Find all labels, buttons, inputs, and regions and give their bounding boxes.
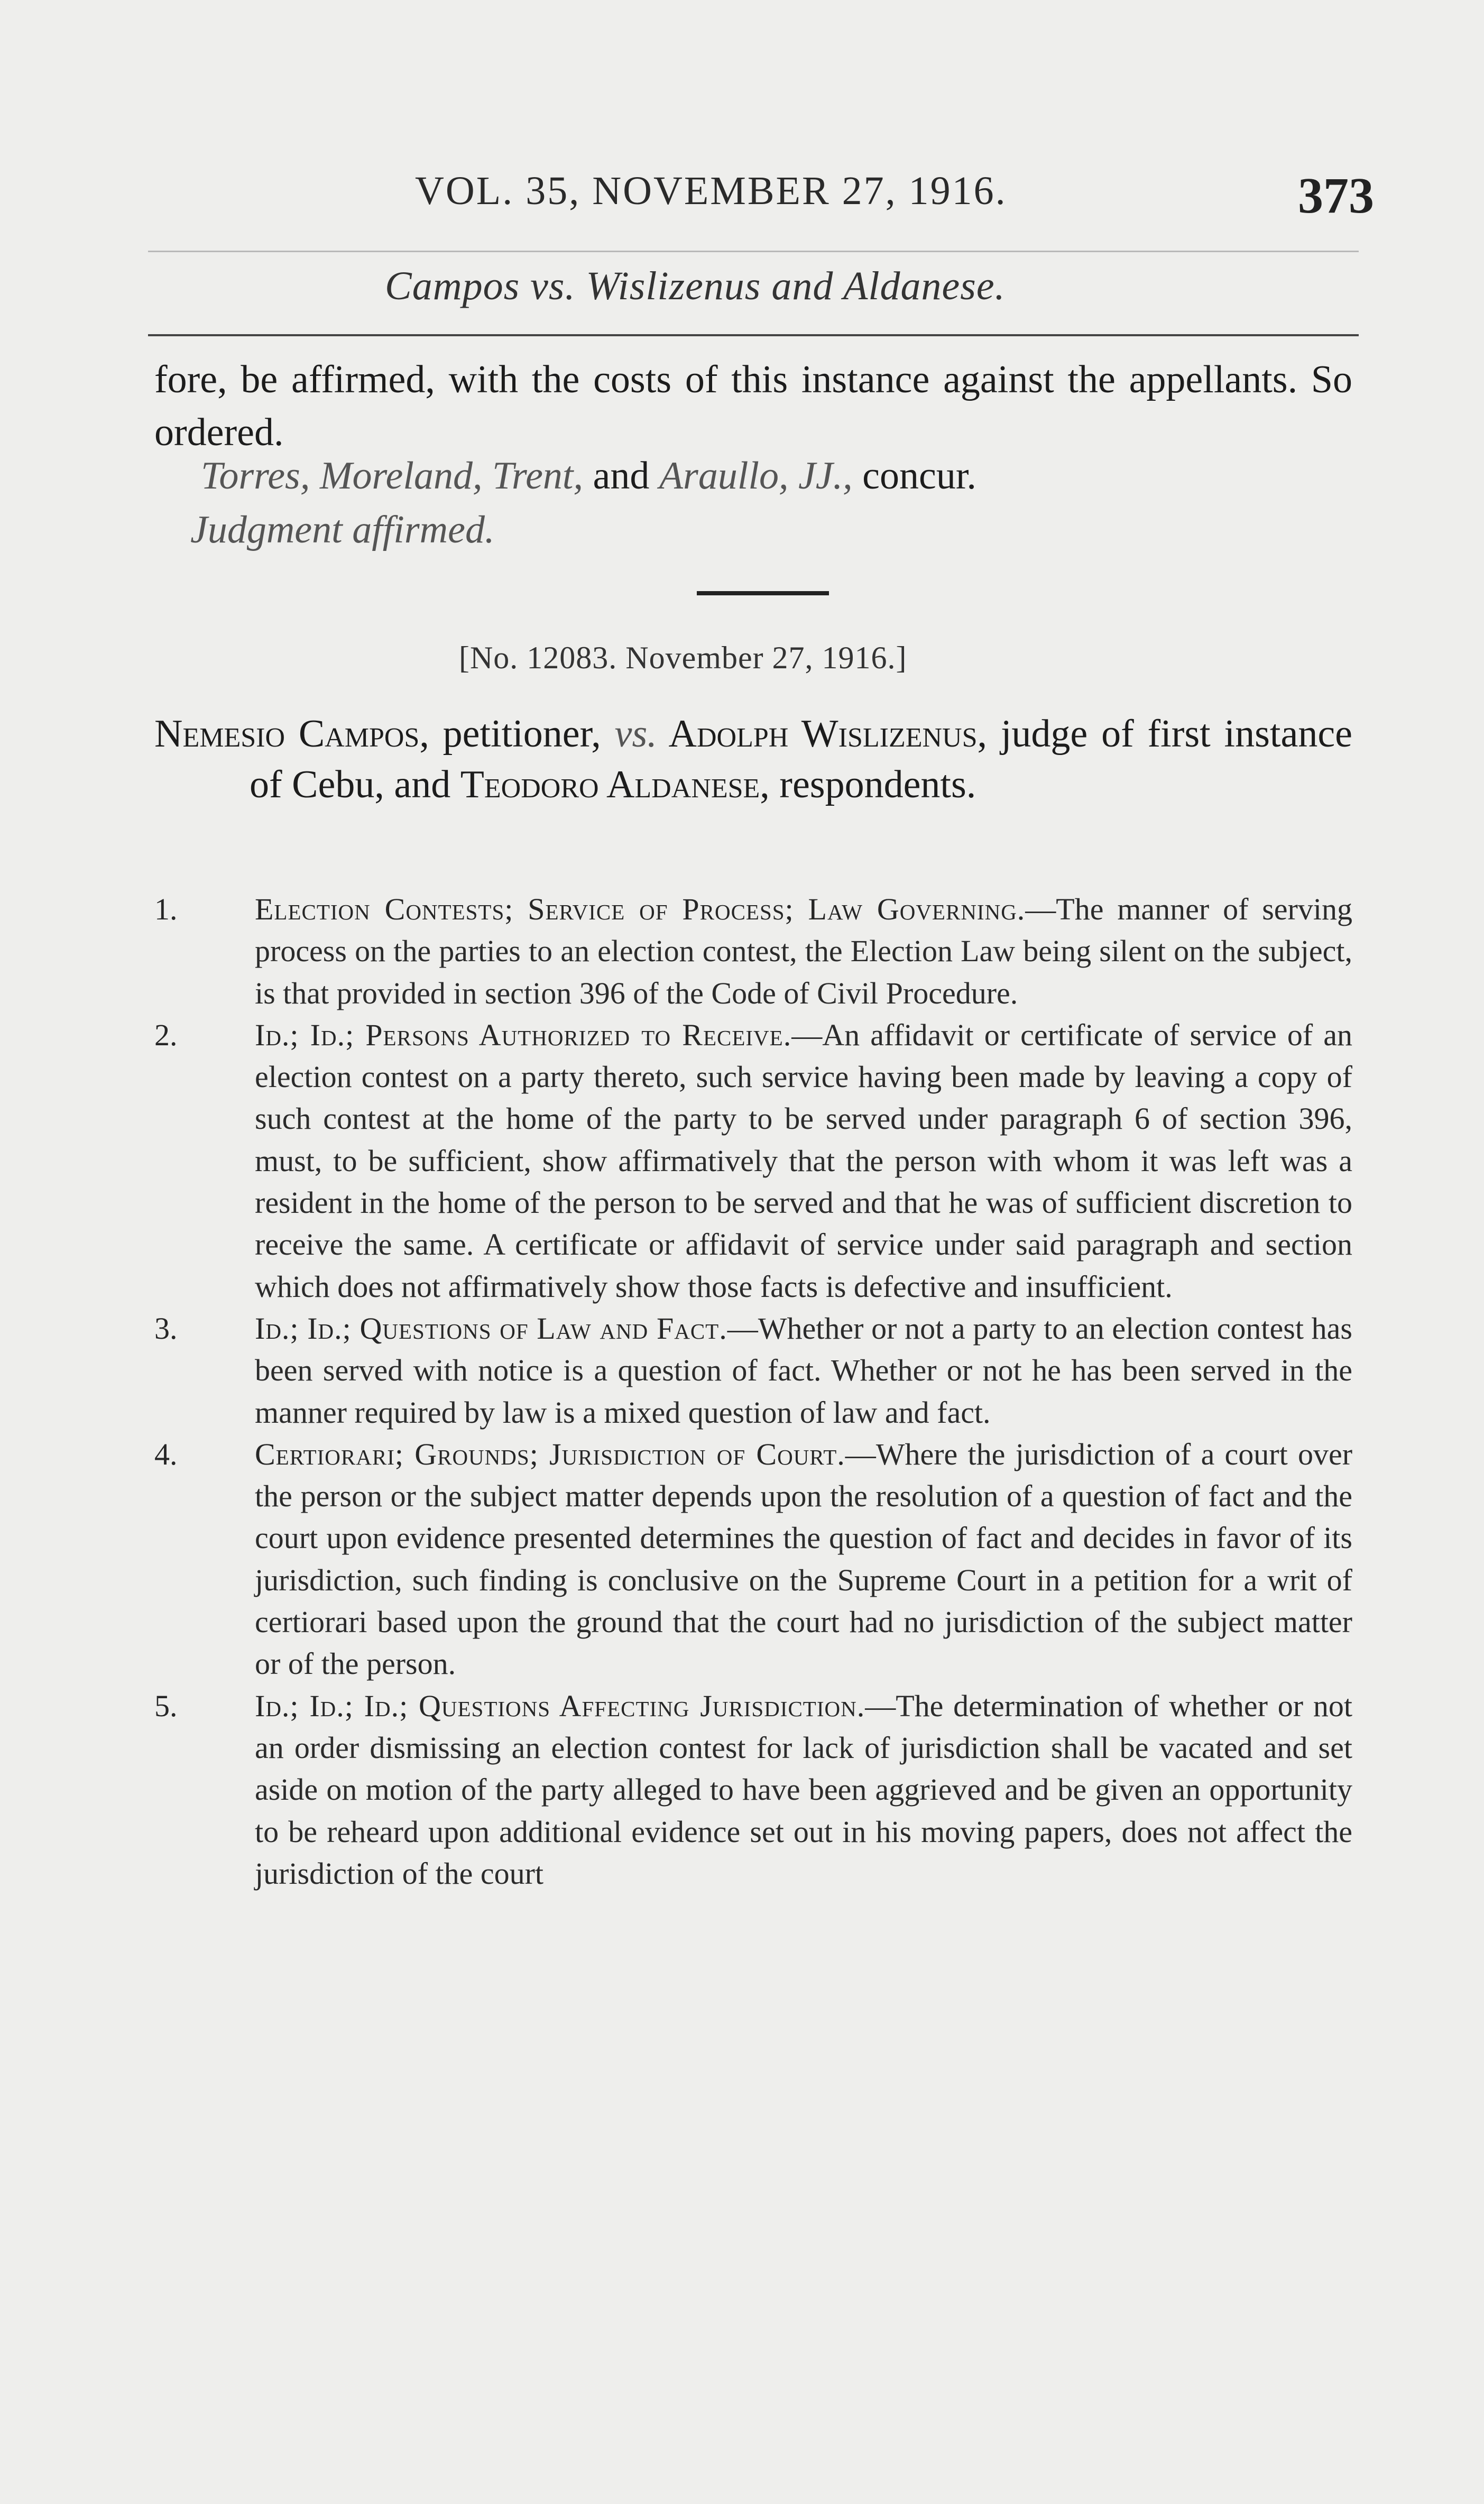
syllabus-item	[154, 1433, 1352, 1685]
item-number: 4.	[154, 1437, 178, 1471]
docket-line: [No. 12083. November 27, 1916.]	[459, 640, 907, 675]
item-topic: Certiorari; Grounds; Jurisdiction of Court.	[255, 1437, 845, 1471]
respondent-1-role: , judge of first instance of Cebu, and	[250, 712, 1353, 806]
header-rule	[148, 334, 1359, 336]
item-topic: Id.; Id.; Questions of Law and Fact.	[255, 1311, 727, 1346]
case-short-title: Campos vs. Wislizenus and Aldanese.	[385, 264, 1006, 308]
item-number: 1.	[154, 892, 178, 926]
concurrence-and: and	[583, 454, 659, 498]
versus: vs.	[614, 712, 657, 756]
petitioner-role: , petitioner,	[419, 712, 615, 756]
syllabus-item	[154, 1014, 1352, 1308]
respondent-1-name: Adolph Wislizenus	[657, 712, 978, 756]
section-divider	[697, 591, 829, 595]
item-text: —An affidavit or certificate of service of an election contest on a party thereto, such service having been made by leaving a copy of such contest at the home of the party to be served under paragraph 6 of section 396, must, to be sufficient, show affirmatively that the person with whom it was left was a resident in the home of the person to be served and that he was of sufficient discretion to receive the same. A certificate or affidavit of service under said paragraph and section which does not affirmatively show those facts is defective and insufficient.	[255, 1017, 1353, 1304]
syllabus	[154, 888, 1352, 1894]
concurrence-verb: concur.	[852, 454, 976, 498]
syllabus-item	[154, 1685, 1352, 1894]
syllabus-item	[154, 888, 1352, 1014]
respondent-2-name: Teodoro Aldanese	[460, 763, 760, 806]
item-text: —Where the jurisdiction of a court over the person or the subject matter depends upon the resolution of a question of fact and the court upon evidence presented determines the question of fact and decides in favor of its jurisdiction, such finding is conclusive on the Supreme Court in a petition for a writ of certiorari based upon the ground that the court had no jurisdiction of the subject matter or of the person.	[255, 1437, 1353, 1681]
header-divider	[148, 251, 1359, 252]
page-number: 373	[1298, 167, 1374, 224]
case-parties	[154, 708, 1352, 810]
respondent-2-role: , respondents.	[760, 763, 976, 806]
item-text: —Whether or not a party to an election contest has been served with notice is a question of fact. Whether or not he has been served in the manner required by law is a mixed question of law and fact.	[255, 1311, 1352, 1430]
last-justice: Araullo, JJ.,	[659, 454, 853, 498]
item-topic: Id.; Id.; Id.; Questions Affecting Jurisdiction.	[255, 1688, 865, 1723]
running-head: VOL. 35, NOVEMBER 27, 1916.	[415, 169, 1007, 213]
judgment-line: Judgment affirmed.	[190, 508, 495, 551]
concurring-justices: Torres, Moreland, Trent,	[201, 454, 583, 498]
petitioner-name: Nemesio Campos	[154, 712, 420, 756]
item-number: 2.	[154, 1017, 178, 1052]
syllabus-item	[154, 1308, 1352, 1433]
continuation-paragraph: fore, be affirmed, with the costs of this instance against the appellants. So ordered.	[154, 358, 1352, 454]
item-text: —The determination of whether or not an order dismissing an election contest for lack of jurisdiction shall be vacated and set aside on motion of the party alleged to have been aggrieved and be given an opportunity to be reheard upon additional evidence set out in his moving papers, does not affect the jurisdiction of the court	[255, 1688, 1352, 1891]
item-number: 5.	[154, 1688, 178, 1723]
concurrence-line	[201, 454, 976, 499]
item-text: —The manner of serving process on the parties to an election contest, the Election Law being silent on the subject, is that provided in section 396 of the Code of Civil Procedure.	[255, 892, 1352, 1010]
item-topic: Election Contests; Service of Process; Law Governing.	[255, 892, 1026, 926]
item-number: 3.	[154, 1311, 178, 1346]
item-topic: Id.; Id.; Persons Authorized to Receive.	[255, 1017, 792, 1052]
